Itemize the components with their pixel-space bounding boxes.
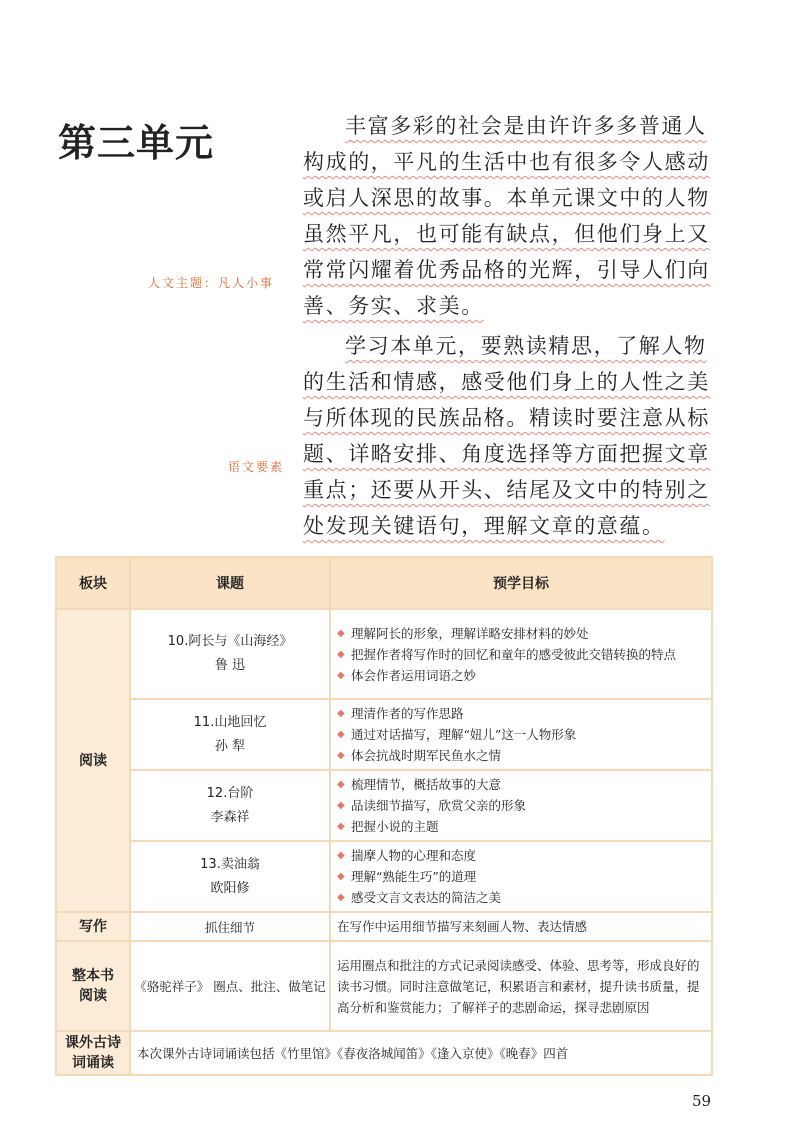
header-lesson: 课题 <box>130 557 330 609</box>
goal-item: ◆ 揣摩人物的心理和态度 <box>337 845 705 866</box>
lesson-author: 孙 犁 <box>214 738 246 754</box>
block-poetry <box>56 1031 130 1075</box>
block-poetry-line2: 词诵读 <box>72 1055 114 1071</box>
lesson-author: 欧阳修 <box>210 880 250 896</box>
lesson-title: 11.山地回忆 <box>193 714 267 730</box>
goal-item: ◆ 体会作者运用词语之妙 <box>337 665 705 686</box>
theme-label: 人文主题：凡人小事 <box>148 276 275 290</box>
lesson-author: 李森祥 <box>210 809 250 825</box>
table-row <box>56 699 712 770</box>
header-goals: 预学目标 <box>330 557 712 609</box>
block-reading: 阅读 <box>56 609 130 912</box>
goals-cell <box>330 609 712 699</box>
table-row <box>56 841 712 912</box>
header-block: 板块 <box>56 557 130 609</box>
table-row <box>56 770 712 841</box>
lesson-title: 12.台阶 <box>206 785 254 801</box>
block-whole-book <box>56 941 130 1031</box>
goal-item: ◆ 理解“熟能生巧”的道理 <box>337 866 705 887</box>
lesson-cell <box>130 699 330 770</box>
poetry-text: 本次课外古诗词诵读包括《竹里馆》《春夜洛城闻笛》《逢入京使》《晚春》四首 <box>130 1031 712 1075</box>
table-row <box>56 912 712 941</box>
block-writing: 写作 <box>56 912 130 941</box>
language-elements-label: 语文要素 <box>228 460 285 474</box>
goal-item: ◆ 理解阿长的形象，理解详略安排材料的妙处 <box>337 623 705 644</box>
block-whole-book-line2: 阅读 <box>79 988 107 1004</box>
lesson-author: 鲁 迅 <box>214 658 246 673</box>
unit-introduction <box>303 108 723 544</box>
lesson-title: 13.卖油翁 <box>200 856 260 872</box>
goal-item: ◆ 把握小说的主题 <box>337 816 705 837</box>
lesson-cell <box>130 609 330 699</box>
goal-item: ◆ 理清作者的写作思路 <box>337 703 705 724</box>
goal-item: ◆ 把握作者将写作时的回忆和童年的感受彼此交错转换的特点 <box>337 644 705 665</box>
goal-item: ◆ 品读细节描写，欣赏父亲的形象 <box>337 795 705 816</box>
goal-item: ◆ 梳理情节，概括故事的大意 <box>337 774 705 795</box>
goals-cell <box>330 699 712 770</box>
goals-cell <box>330 841 712 912</box>
writing-topic: 抓住细节 <box>130 912 330 941</box>
whole-book-goal: 运用圈点和批注的方式记录阅读感受、体验、思考等，形成良好的读书习惯。同时注意做笔记，积累语言和素材，提升读书质量，提高分析和鉴赏能力；了解祥子的悲剧命运，探寻悲剧原因 <box>330 941 712 1031</box>
goal-item: ◆ 体会抗战时期军民鱼水之情 <box>337 745 705 766</box>
block-poetry-line1: 课外古诗 <box>65 1035 121 1051</box>
table-header-row <box>56 557 712 609</box>
goal-item: ◆ 感受文言文表达的简洁之美 <box>337 887 705 908</box>
goals-cell <box>330 770 712 841</box>
block-whole-book-line1: 整本书 <box>72 968 114 984</box>
lesson-title: 10.阿长与《山海经》 <box>167 634 293 649</box>
table-row <box>56 609 712 699</box>
unit-title: 第三单元 <box>58 121 215 165</box>
preview-goals-table <box>55 556 713 1076</box>
goal-item: ◆ 通过对话描写，理解“妞儿”这一人物形象 <box>337 724 705 745</box>
intro-paragraph-2: 学习本单元，要熟读精思，了解人物的生活和情感，感受他们身上的人性之美与所体现的民族品格。精读时要注意从标题、详略安排、角度选择等方面把握文章重点；还要从开头、结尾及文中的特别之处发现关键语句，理解文章的意蕴。 <box>303 334 710 538</box>
page-number: 59 <box>692 1092 712 1110</box>
table-row <box>56 1031 712 1075</box>
table-row <box>56 941 712 1031</box>
lesson-cell <box>130 841 330 912</box>
lesson-cell <box>130 770 330 841</box>
whole-book-topic: 《骆驼祥子》 圈点、批注、做笔记 <box>130 941 330 1031</box>
intro-paragraph-1: 丰富多彩的社会是由许许多多普通人构成的，平凡的生活中也有很多令人感动或启人深思的故事。本单元课文中的人物虽然平凡，也可能有缺点，但他们身上又常常闪耀着优秀品格的光辉，引导人们向善、务实、求美。 <box>303 114 710 318</box>
writing-goal: 在写作中运用细节描写来刻画人物、表达情感 <box>330 912 712 941</box>
